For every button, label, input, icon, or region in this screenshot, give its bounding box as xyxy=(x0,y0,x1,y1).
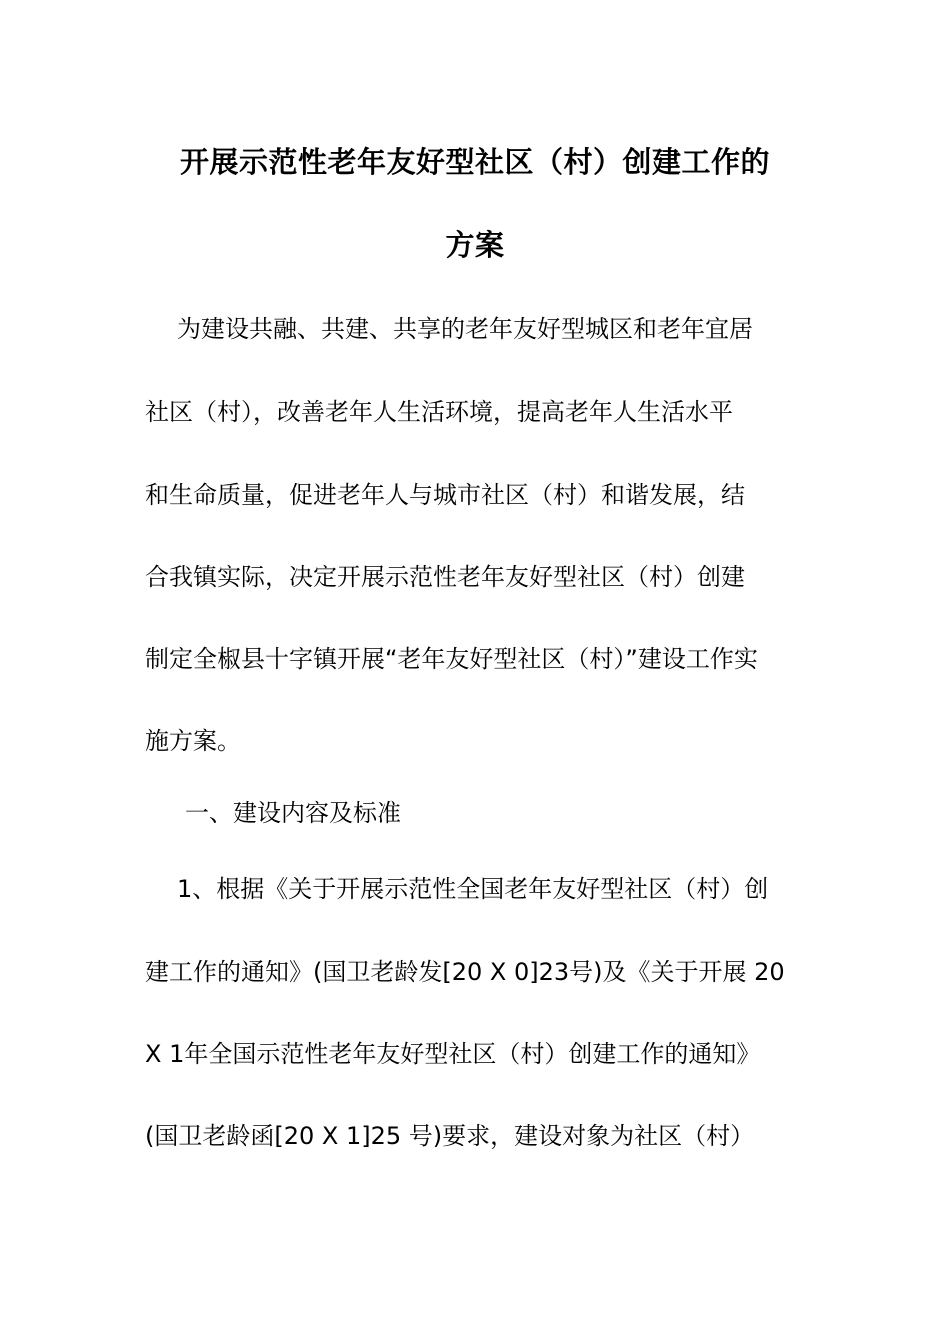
paragraph-2-line-4: (国卫老龄函[20 X 1]25 号)要求，建设对象为社区（村） xyxy=(145,1122,755,1150)
section-1-heading: 一、建设内容及标准 xyxy=(185,799,401,827)
paragraph-2-line-1: 1、根据《关于开展示范性全国老年友好型社区（村）创 xyxy=(177,875,769,903)
paragraph-1-line-2: 社区（村），改善老年人生活环境，提高老年人生活水平 xyxy=(145,398,733,426)
paragraph-1-line-5: 制定全椒县十字镇开展“老年友好型社区（村）”建设工作实 xyxy=(145,645,758,673)
document-title-line-2: 方案 xyxy=(445,228,505,262)
document-title-line-1: 开展示范性老年友好型社区（村）创建工作的 xyxy=(179,145,770,179)
paragraph-2-line-2: 建工作的通知》(国卫老龄发[20 X 0]23号)及《关于开展 20 xyxy=(145,958,785,986)
paragraph-1-line-3: 和生命质量，促进老年人与城市社区（村）和谐发展，结 xyxy=(145,481,745,509)
paragraph-2-line-3: X 1年全国示范性老年友好型社区（村）创建工作的通知》 xyxy=(145,1040,761,1068)
paragraph-1-line-1: 为建设共融、共建、共享的老年友好型城区和老年宜居 xyxy=(177,315,753,343)
paragraph-1-line-6: 施方案。 xyxy=(145,727,241,755)
paragraph-1-line-4: 合我镇实际，决定开展示范性老年友好型社区（村）创建 xyxy=(145,563,745,591)
